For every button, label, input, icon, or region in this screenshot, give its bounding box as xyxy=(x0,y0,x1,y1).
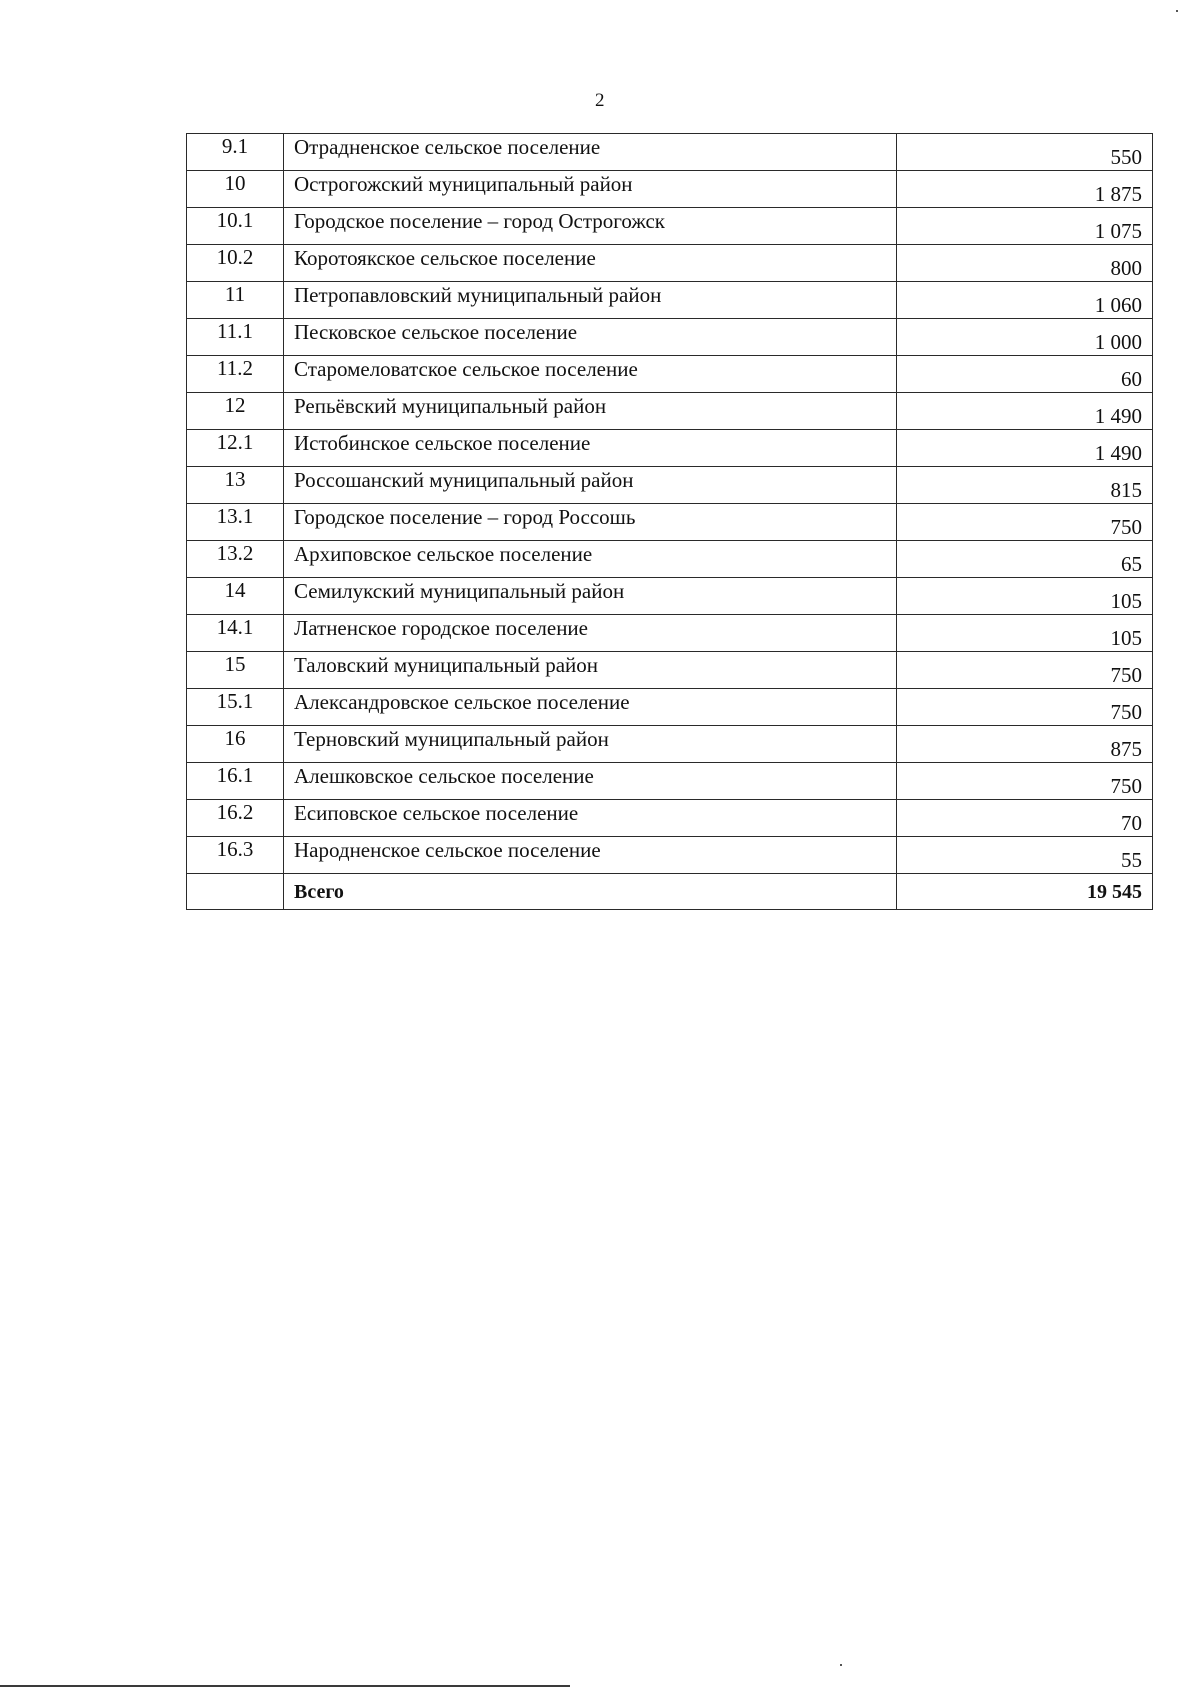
total-row xyxy=(187,874,1153,910)
table-row xyxy=(187,763,1153,800)
row-number-cell: 10 xyxy=(187,171,284,208)
row-number-cell: 15 xyxy=(187,652,284,689)
table-row xyxy=(187,578,1153,615)
row-number-cell: 16.2 xyxy=(187,800,284,837)
row-number-cell: 9.1 xyxy=(187,134,284,171)
row-number-cell: 12 xyxy=(187,393,284,430)
row-value-cell: 65 xyxy=(897,541,1153,578)
table-row xyxy=(187,689,1153,726)
row-value-cell: 815 xyxy=(897,467,1153,504)
row-number-cell: 10.2 xyxy=(187,245,284,282)
total-num-cell xyxy=(187,874,284,910)
row-name-cell: Коротоякское сельское поселение xyxy=(284,245,897,282)
row-number-cell: 11.2 xyxy=(187,356,284,393)
table-body xyxy=(187,134,1153,910)
row-number-cell: 15.1 xyxy=(187,689,284,726)
row-number-cell: 16.1 xyxy=(187,763,284,800)
total-value-cell: 19 545 xyxy=(897,874,1153,910)
row-value-cell: 550 xyxy=(897,134,1153,171)
row-name-cell: Архиповское сельское поселение xyxy=(284,541,897,578)
row-name-cell: Истобинское сельское поселение xyxy=(284,430,897,467)
row-number-cell: 12.1 xyxy=(187,430,284,467)
row-name-cell: Старомеловатское сельское поселение xyxy=(284,356,897,393)
scan-speck xyxy=(1176,10,1178,12)
row-value-cell: 875 xyxy=(897,726,1153,763)
row-name-cell: Алешковское сельское поселение xyxy=(284,763,897,800)
row-value-cell: 800 xyxy=(897,245,1153,282)
table-row xyxy=(187,430,1153,467)
scan-speck xyxy=(840,1664,842,1666)
table-row xyxy=(187,652,1153,689)
row-value-cell: 55 xyxy=(897,837,1153,874)
row-value-cell: 1 875 xyxy=(897,171,1153,208)
table-row xyxy=(187,504,1153,541)
row-name-cell: Латненское городское поселение xyxy=(284,615,897,652)
row-name-cell: Россошанский муниципальный район xyxy=(284,467,897,504)
row-name-cell: Острогожский муниципальный район xyxy=(284,171,897,208)
row-number-cell: 13.1 xyxy=(187,504,284,541)
table-row xyxy=(187,837,1153,874)
row-name-cell: Семилукский муниципальный район xyxy=(284,578,897,615)
row-name-cell: Народненское сельское поселение xyxy=(284,837,897,874)
row-value-cell: 1 075 xyxy=(897,208,1153,245)
table-row xyxy=(187,171,1153,208)
row-name-cell: Городское поселение – город Россошь xyxy=(284,504,897,541)
row-number-cell: 11.1 xyxy=(187,319,284,356)
table-row xyxy=(187,356,1153,393)
page-number: 2 xyxy=(595,90,605,111)
row-name-cell: Есиповское сельское поселение xyxy=(284,800,897,837)
row-name-cell: Репьёвский муниципальный район xyxy=(284,393,897,430)
scan-edge-line xyxy=(0,1685,570,1687)
row-number-cell: 16 xyxy=(187,726,284,763)
row-name-cell: Отрадненское сельское поселение xyxy=(284,134,897,171)
row-number-cell: 11 xyxy=(187,282,284,319)
row-number-cell: 13.2 xyxy=(187,541,284,578)
row-value-cell: 750 xyxy=(897,652,1153,689)
row-value-cell: 60 xyxy=(897,356,1153,393)
row-value-cell: 750 xyxy=(897,689,1153,726)
row-name-cell: Терновский муниципальный район xyxy=(284,726,897,763)
table-row xyxy=(187,282,1153,319)
row-name-cell: Таловский муниципальный район xyxy=(284,652,897,689)
table-row xyxy=(187,393,1153,430)
table-row xyxy=(187,319,1153,356)
row-value-cell: 1 060 xyxy=(897,282,1153,319)
table-row xyxy=(187,541,1153,578)
row-number-cell: 13 xyxy=(187,467,284,504)
table-row xyxy=(187,800,1153,837)
row-name-cell: Песковское сельское поселение xyxy=(284,319,897,356)
allocation-table xyxy=(186,133,1153,910)
table-row xyxy=(187,245,1153,282)
row-name-cell: Городское поселение – город Острогожск xyxy=(284,208,897,245)
total-label-cell: Всего xyxy=(284,874,897,910)
row-number-cell: 14.1 xyxy=(187,615,284,652)
row-value-cell: 105 xyxy=(897,578,1153,615)
row-number-cell: 10.1 xyxy=(187,208,284,245)
row-name-cell: Петропавловский муниципальный район xyxy=(284,282,897,319)
table-row xyxy=(187,208,1153,245)
row-value-cell: 750 xyxy=(897,763,1153,800)
row-value-cell: 1 000 xyxy=(897,319,1153,356)
table-row xyxy=(187,467,1153,504)
table-row xyxy=(187,134,1153,171)
row-value-cell: 70 xyxy=(897,800,1153,837)
row-number-cell: 14 xyxy=(187,578,284,615)
table-row xyxy=(187,615,1153,652)
row-name-cell: Александровское сельское поселение xyxy=(284,689,897,726)
row-value-cell: 750 xyxy=(897,504,1153,541)
row-value-cell: 1 490 xyxy=(897,430,1153,467)
table-row xyxy=(187,726,1153,763)
row-number-cell: 16.3 xyxy=(187,837,284,874)
row-value-cell: 105 xyxy=(897,615,1153,652)
row-value-cell: 1 490 xyxy=(897,393,1153,430)
